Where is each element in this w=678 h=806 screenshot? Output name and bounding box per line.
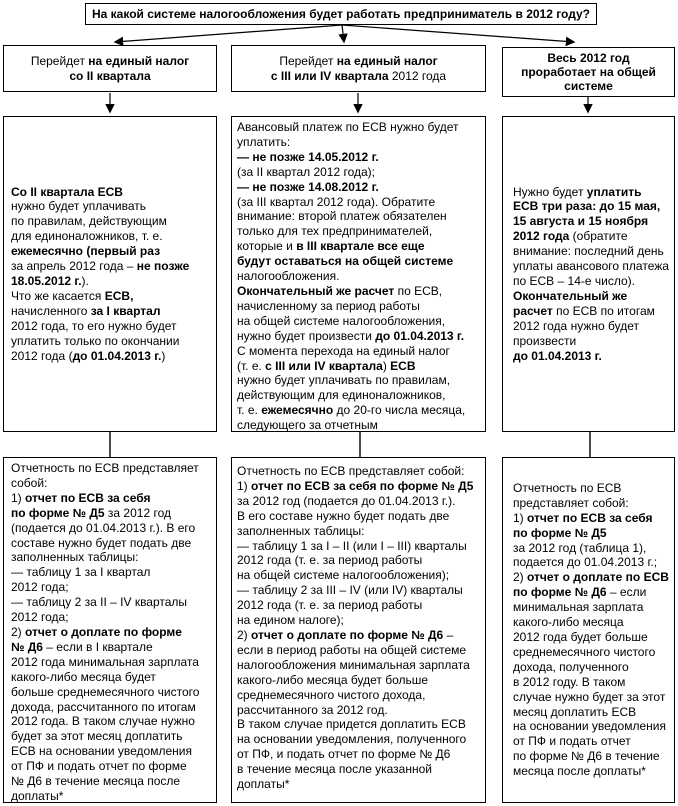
text-line: Перейдет на единый налог (30, 53, 190, 68)
text-line: только для тех предпринимателей, (237, 224, 433, 239)
text-line: — таблицу 2 за III – IV (или IV) кварталы (237, 583, 463, 598)
question-title-box (85, 3, 597, 25)
text-line: 15 августа и 15 ноября (513, 214, 649, 229)
text-line: Перейдет на единый налог (279, 53, 438, 68)
column-1-header-box (3, 45, 217, 92)
text-line: нужно будет уплачивать (11, 199, 147, 214)
text-line: 2012 года (до 01.04.2013 г.) (11, 348, 166, 363)
text-line: 2012 года (обратите (513, 229, 628, 244)
text-line: на едином налоге); (237, 613, 344, 628)
text-line: 2012 года минимальная зарплата (11, 654, 199, 669)
text-line: за апрель 2012 года – не позже (11, 259, 190, 274)
text-line: подается до 01.04.2013 г.; (513, 555, 658, 570)
text-line: месяца после доплаты* (513, 764, 646, 779)
column-2-payment-rules-box (231, 116, 486, 432)
text-line: заполненных таблицы: (237, 523, 365, 538)
text-line: в течение месяца после указанной (237, 762, 432, 777)
text-line: какого-либо месяца будет больше (237, 672, 429, 687)
question-title-text: На какой системе налогообложения будет работать предприниматель в 2012 году? (92, 6, 590, 21)
text-line: 2) отчет о доплате по форме (11, 624, 182, 639)
text-line: уплатить только по окончании (11, 333, 180, 348)
text-line: Нужно будет уплатить (513, 184, 642, 199)
text-line: по форме № Д5 (513, 525, 607, 540)
text-line: которые и в III квартале все еще (237, 239, 425, 254)
text-line: Что же касается ЕСВ, (11, 288, 134, 303)
text-line: 2012 года. В таком случае нужно (11, 714, 195, 729)
text-line: 1) отчет по ЕСВ за себя (513, 510, 653, 525)
text-line: уплатить: (237, 134, 291, 149)
text-line: заполненных таблицы: (11, 550, 139, 565)
text-line: в 2012 году. В таком (513, 674, 626, 689)
text-line: среднемесячного чистого (513, 644, 656, 659)
column-1-reporting-box (3, 457, 217, 803)
text-line: Отчетность по ЕСВ представляет собой: (237, 464, 465, 478)
column-3-reporting-box (502, 457, 675, 803)
text-line: начисленного за I квартал (11, 303, 161, 318)
text-line: какого-либо месяца будет (11, 669, 156, 684)
text-line: 2) отчет о доплате по ЕСВ (513, 570, 669, 585)
text-line: 2) отчет о доплате по форме № Д6 – (237, 627, 454, 642)
text-line: 2012 года (т. е. за период работы (237, 598, 423, 613)
text-line: В таком случае придется доплатить ЕСВ (237, 717, 466, 732)
text-line: представляет собой: (513, 495, 629, 510)
text-line: (за II квартал 2012 года); (237, 164, 376, 179)
text-line: на основании уведомления, полученного (237, 732, 467, 747)
text-line: 2012 года, то его нужно будет (11, 318, 177, 333)
arrow-title-to-col1 (115, 25, 342, 42)
text-line: если в период работы на общей системе (237, 642, 467, 657)
text-line: налогообложения минимальная зарплата (237, 657, 470, 672)
text-line: по форме № Д6 в течение (513, 749, 660, 764)
text-line: с III или IV квартала 2012 года (270, 68, 447, 83)
text-line: собой: (11, 475, 48, 490)
text-line: какого-либо месяца (513, 615, 624, 630)
text-line: дохода, рассчитанного по итогам (11, 699, 196, 714)
text-line: системе (564, 79, 613, 93)
column-2-reporting-box (231, 457, 486, 803)
text-line: Отчетность по ЕСВ (513, 480, 622, 495)
text-line: на общей системе налогообложения); (237, 568, 450, 583)
text-line: по правилам, действующим (11, 214, 167, 229)
text-line: 2012 года нужно будет (513, 318, 639, 333)
text-line: — таблицу 1 за I – II (или I – III) кварталы (237, 538, 467, 553)
text-line: доплаты* (11, 788, 64, 803)
text-line: месяц доплатить ЕСВ (513, 704, 637, 719)
text-line: С момента перехода на единый налог (237, 343, 450, 358)
text-line: случае нужно будет за этот (513, 689, 666, 704)
text-line: ЕСВ на основании уведомления (11, 744, 192, 759)
text-line: (за III квартал 2012 года). Обратите (237, 194, 436, 209)
text-line: Со II квартала ЕСВ (11, 184, 123, 199)
text-line: будет за этот месяц доплатить (11, 729, 183, 744)
text-line: т. е. ежемесячно до 20-го числа месяца, (237, 403, 466, 418)
text-line: по форме № Д5 за 2012 год (11, 505, 171, 520)
text-line: действующим для единоналожников, (237, 388, 446, 403)
text-line: — не позже 14.08.2012 г. (237, 179, 379, 194)
text-line: от ПФ и подать отчет по форме (11, 759, 187, 774)
text-line: 1) отчет по ЕСВ за себя по форме № Д5 (237, 478, 474, 493)
text-line: нужно будет произвести до 01.04.2013 г. (237, 328, 465, 343)
column-3-header-box (502, 47, 675, 97)
text-line: среднемесячного чистого дохода, (237, 687, 426, 702)
text-line: со II квартала (69, 68, 151, 83)
text-line: произвести (513, 333, 577, 348)
text-line: уплаты авансового платежа (513, 259, 669, 274)
text-line: на основании уведомления (513, 719, 666, 734)
text-line: для единоналожников, т. е. (11, 229, 163, 244)
text-line: за 2012 год (подается до 01.04.2013 г.). (237, 493, 456, 508)
text-line: 2012 года будет больше (513, 630, 648, 644)
text-line: В его составе нужно будет подать две (237, 508, 450, 523)
text-line: Окончательный же расчет по ЕСВ, (237, 283, 443, 298)
text-line: 2012 года; (11, 580, 69, 595)
text-line: 18.05.2012 г.). (11, 274, 89, 288)
text-line: будут оставаться на общей системе (237, 254, 454, 269)
arrow-title-to-col3 (342, 25, 574, 42)
column-3-payment-rules-box (502, 116, 675, 432)
column-2-header-box (231, 45, 486, 92)
text-line: до 01.04.2013 г. (513, 348, 602, 363)
text-line: расчет по ЕСВ по итогам (513, 303, 655, 318)
text-line: минимальная зарплата (513, 600, 644, 615)
text-line: 2012 года (т. е. за период работы (237, 553, 423, 568)
text-line: рассчитанного за 2012 год. (237, 702, 388, 717)
text-line: Весь 2012 год (547, 51, 630, 65)
text-line: за 2012 год (таблица 1), (513, 540, 647, 555)
text-line: — таблицу 2 за II – IV кварталы (11, 595, 188, 610)
text-line: больше среднемесячного чистого (11, 684, 200, 699)
text-line: 1) отчет по ЕСВ за себя (11, 490, 151, 505)
text-line: № Д6 – если в I квартале (11, 639, 153, 654)
text-line: следующего за отчетным (237, 418, 378, 433)
arrow-title-to-col2 (342, 25, 344, 42)
text-line: внимание: второй платеж обязателен (237, 209, 447, 224)
text-line: внимание: последний день (513, 244, 664, 259)
text-line: Авансовый платеж по ЕСВ нужно будет (237, 120, 459, 134)
text-line: начисленному за период работы (237, 298, 420, 313)
text-line: дохода, полученного (513, 659, 629, 674)
text-line: составе нужно будет подать две (11, 535, 192, 550)
text-line: ежемесячно (первый раз (11, 244, 161, 259)
text-line: Отчетность по ЕСВ представляет (11, 461, 199, 475)
text-line: по форме № Д6 – если (513, 585, 647, 600)
text-line: проработает на общей (521, 65, 656, 79)
text-line: (т. е. с III или IV квартала) ЕСВ (237, 358, 416, 373)
text-line: от ПФ, и подать отчет по форме № Д6 (237, 747, 451, 762)
text-line: доплаты* (237, 777, 290, 792)
text-line: — не позже 14.05.2012 г. (237, 149, 379, 164)
column-1-payment-rules-box (3, 116, 217, 432)
text-line: по ЕСВ – 14-е число). (513, 274, 635, 288)
text-line: — таблицу 1 за I квартал (11, 565, 151, 580)
text-line: на общей системе налогообложения, (237, 313, 446, 328)
text-line: налогообложения. (237, 269, 340, 284)
text-line: нужно будет уплачивать по правилам, (237, 373, 451, 388)
text-line: № Д6 в течение месяца после (11, 774, 181, 789)
text-line: 2012 года; (11, 610, 69, 625)
text-line: Окончательный же (513, 288, 628, 303)
text-line: от ПФ и подать отчет (513, 734, 631, 749)
text-line: ЕСВ три раза: до 15 мая, (513, 199, 661, 214)
text-line: (подается до 01.04.2013 г.). В его (11, 520, 196, 535)
